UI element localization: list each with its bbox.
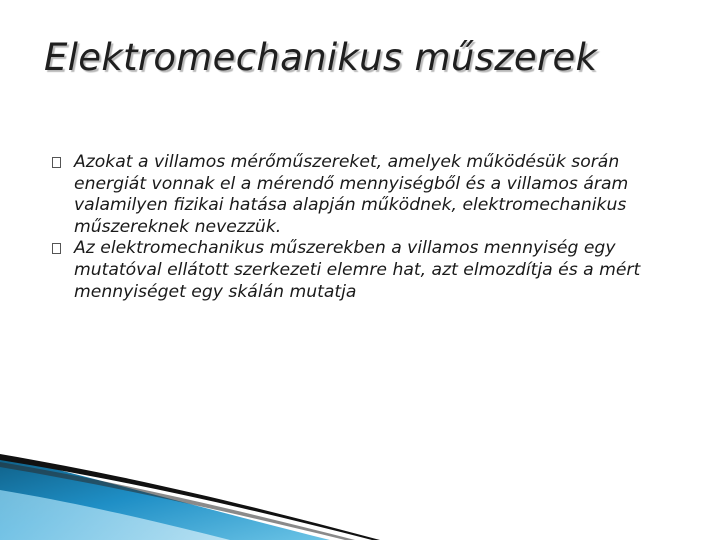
hollow-square-bullet-icon: [52, 243, 61, 254]
hollow-square-bullet-icon: [52, 157, 61, 168]
bullet-item: [52, 152, 682, 238]
slide-title: Elektromechanikus műszerek: [44, 36, 598, 79]
bullet-list: [52, 152, 682, 303]
bottom-wave-decoration: [0, 440, 720, 540]
bullet-text: Az elektromechanikus műszerekben a villamos mennyiség egy mutatóval ellátott szerkezeti elemre hat, azt elmozdítja és a mért mennyiséget egy skálán mutatja: [74, 238, 641, 302]
bullet-item: [52, 238, 682, 303]
bullet-text: Azokat a villamos mérőműszereket, amelyek működésük során energiát vonnak el a mérendő mennyiségből és a villamos áram valamilyen fizikai hatása alapján működnek, elektromechanikus műszereknek nevezzük.: [74, 152, 629, 237]
